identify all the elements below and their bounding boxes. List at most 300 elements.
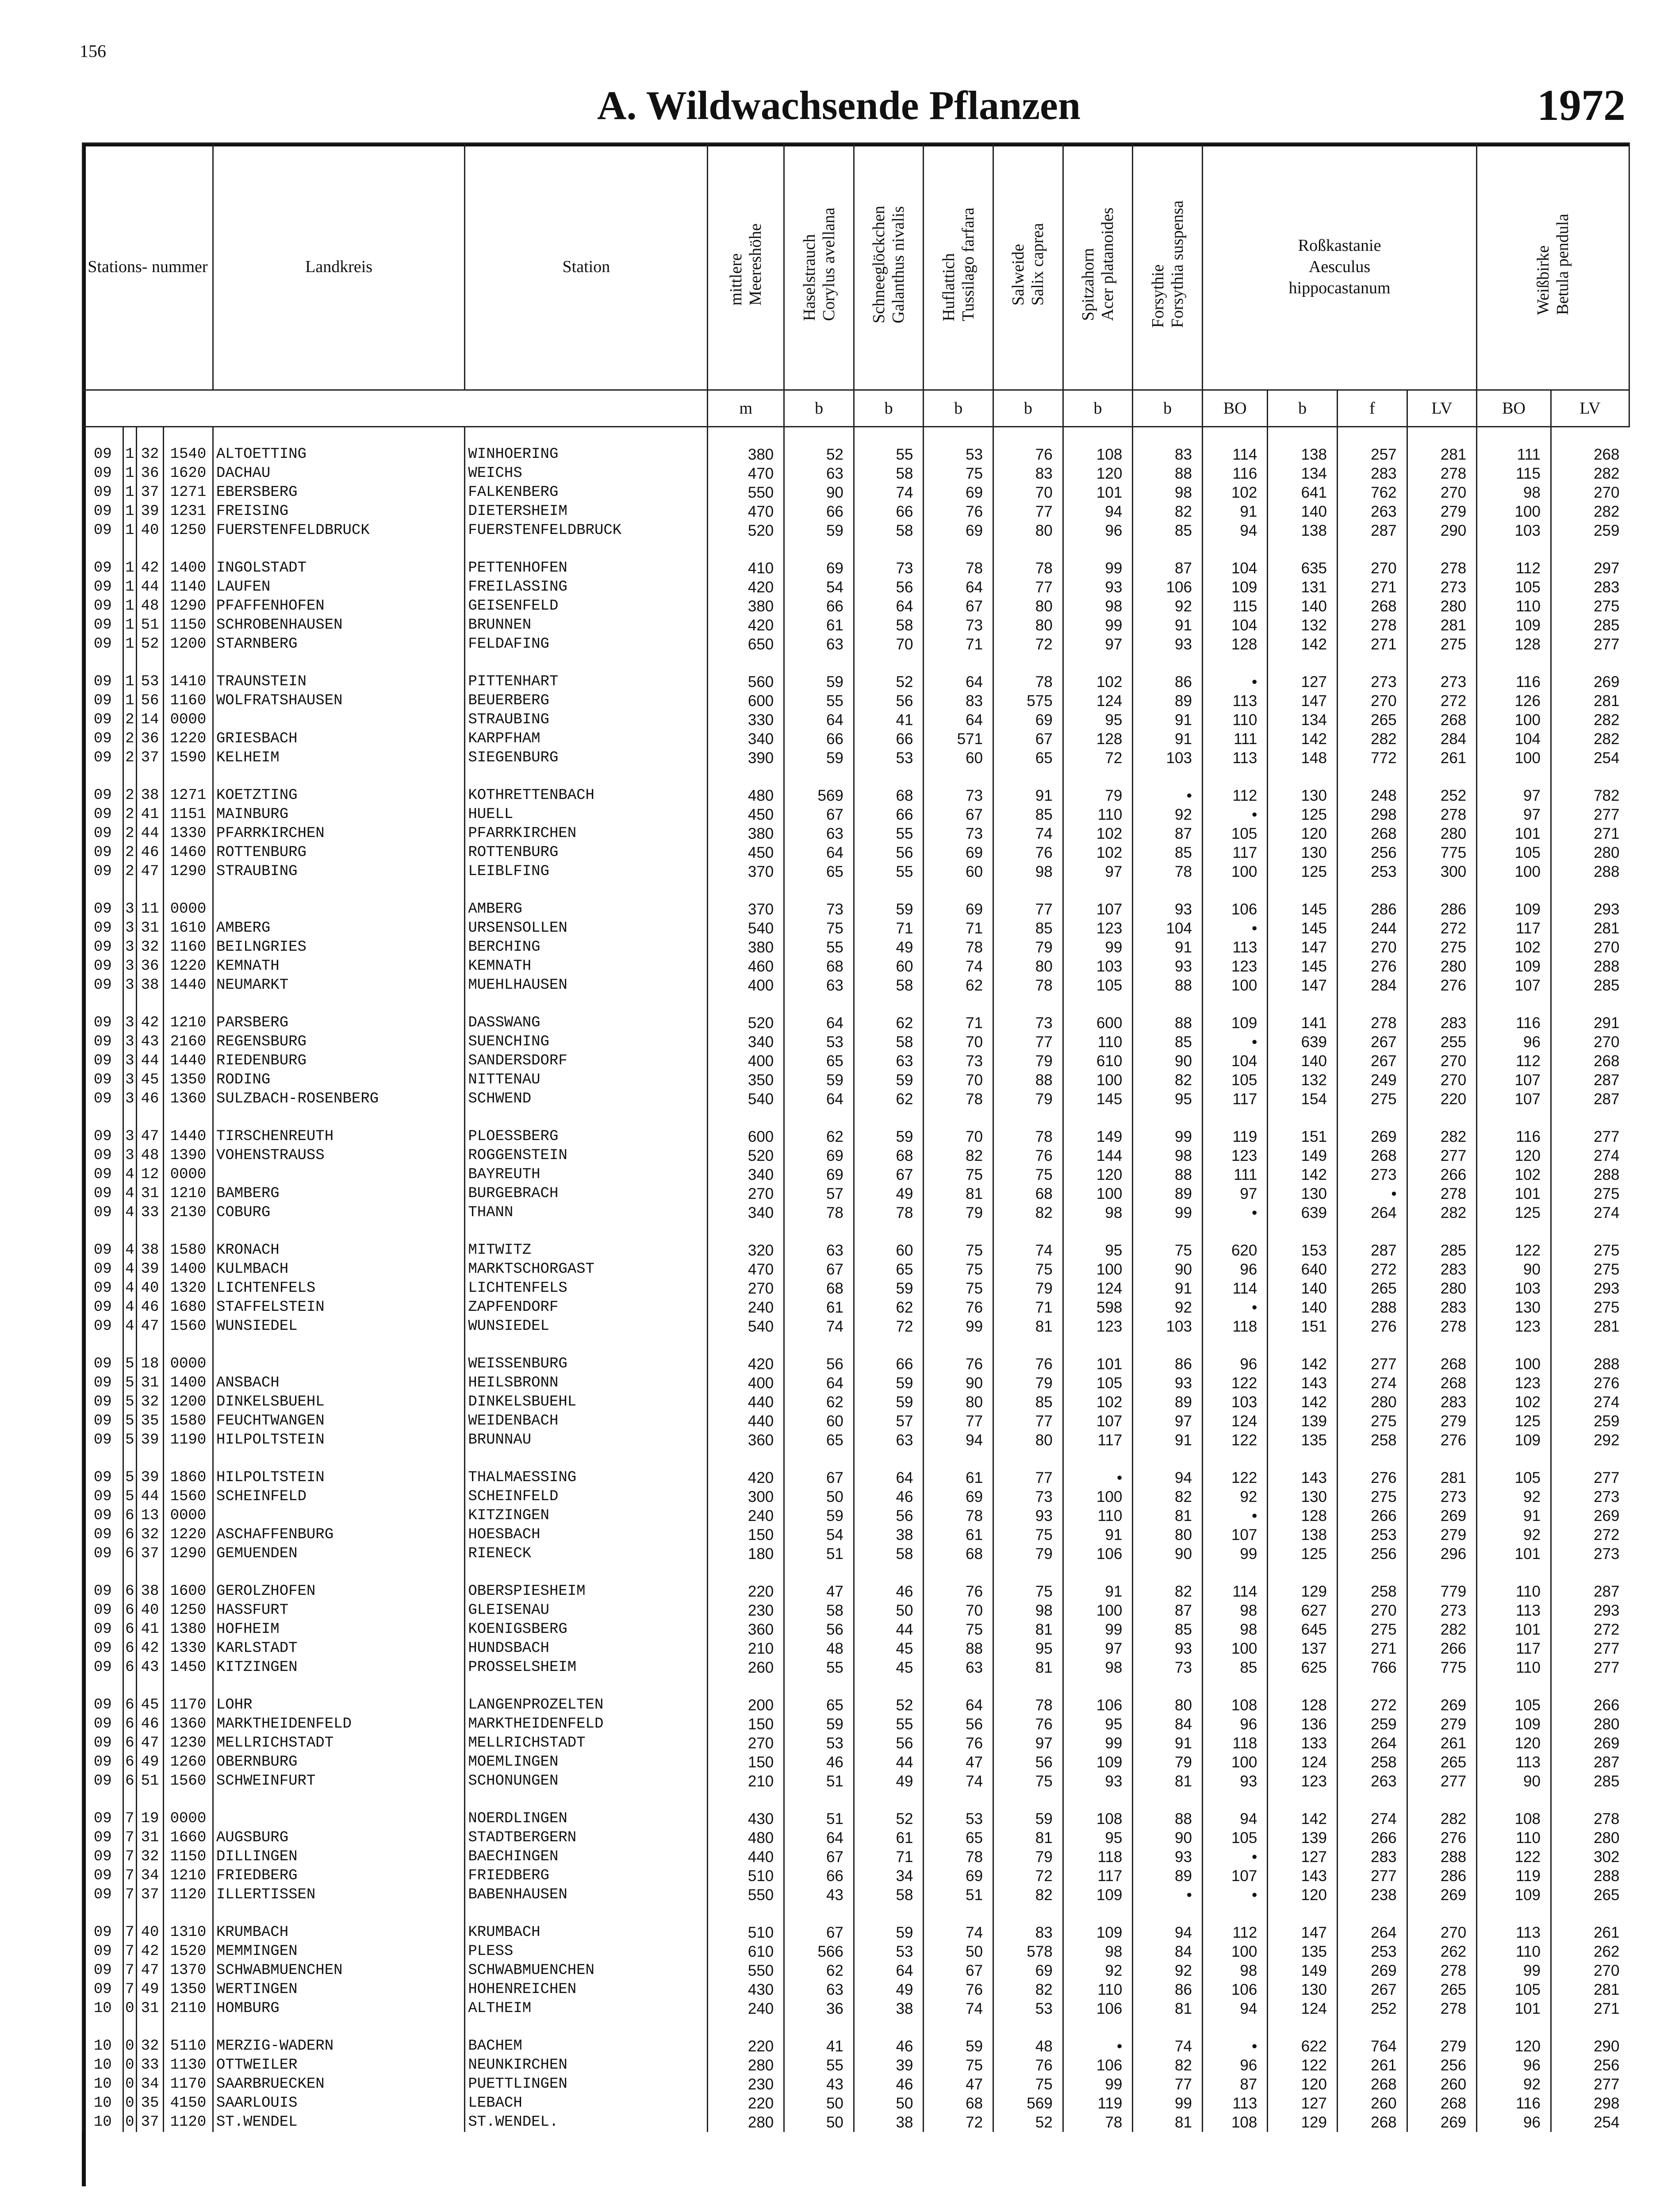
table-cell: 766	[1337, 1658, 1407, 1677]
table-cell: 140	[1268, 1279, 1338, 1298]
table-cell: 46	[137, 843, 164, 862]
table-cell: 54	[784, 578, 854, 597]
table-cell: 109	[1477, 1715, 1551, 1734]
table-cell: 1860	[164, 1468, 213, 1487]
table-cell: 252	[1407, 786, 1477, 805]
table-cell: 1120	[164, 1886, 213, 1905]
table-cell: 110	[1063, 805, 1133, 824]
table-cell: 70	[854, 635, 924, 654]
table-cell: 380	[708, 427, 784, 465]
table-cell: 123	[1063, 919, 1133, 938]
table-cell: 0	[123, 2094, 137, 2113]
table-cell: 102	[1063, 1393, 1133, 1412]
spacer-cell	[1551, 654, 1629, 672]
table-cell: 09	[83, 1544, 123, 1563]
table-cell: 277	[1407, 1772, 1477, 1791]
table-cell: 35	[137, 2094, 164, 2113]
table-cell: 09	[83, 730, 123, 749]
table-cell: BERCHING	[465, 938, 708, 957]
table-cell: 108	[1063, 1809, 1133, 1828]
table-cell: 46	[854, 1487, 924, 1506]
table-cell: 7	[123, 1809, 137, 1828]
table-cell: 1140	[164, 578, 213, 597]
table-row	[83, 1355, 1629, 1374]
table-cell: 277	[1337, 1355, 1407, 1374]
table-cell: 86	[1133, 672, 1203, 691]
table-cell: 58	[854, 521, 924, 540]
table-cell: •	[1202, 1033, 1267, 1052]
table-cell: MARKTHEIDENFELD	[465, 1715, 708, 1734]
table-cell: 569	[993, 2094, 1063, 2113]
table-cell: 109	[1477, 1431, 1551, 1450]
table-cell: 95	[1063, 1828, 1133, 1847]
table-cell: KITZINGEN	[465, 1506, 708, 1525]
table-cell: 67	[784, 805, 854, 824]
table-cell: RODING	[213, 1071, 464, 1090]
table-cell: 64	[854, 1961, 924, 1980]
table-cell: 44	[137, 1052, 164, 1071]
table-cell: 283	[1407, 1014, 1477, 1033]
table-cell: 1150	[164, 616, 213, 635]
table-cell: 56	[854, 691, 924, 710]
spacer-cell	[83, 1109, 123, 1127]
spacer-cell	[164, 1336, 213, 1355]
table-cell: 106	[1133, 578, 1203, 597]
table-cell: 248	[1337, 786, 1407, 805]
table-cell: 38	[137, 786, 164, 805]
table-cell: 78	[993, 672, 1063, 691]
table-cell: 56	[784, 1620, 854, 1639]
table-cell: 107	[1202, 1525, 1267, 1544]
spacer-cell	[1477, 995, 1551, 1014]
spacer-cell	[993, 881, 1063, 900]
spacer-cell	[993, 1222, 1063, 1241]
table-cell: 99	[1063, 938, 1133, 957]
table-cell: 210	[708, 1772, 784, 1791]
spacer-cell	[164, 881, 213, 900]
table-cell: 127	[1268, 672, 1338, 691]
table-cell: 296	[1407, 1544, 1477, 1563]
table-cell: 46	[784, 1753, 854, 1772]
table-cell: HUELL	[465, 805, 708, 824]
table-cell: 79	[993, 938, 1063, 957]
spacer-cell	[1407, 1563, 1477, 1582]
table-cell: 95	[1133, 1090, 1203, 1109]
table-cell: KITZINGEN	[213, 1658, 464, 1677]
table-cell: MERZIG-WADERN	[213, 2037, 464, 2056]
table-cell: 67	[854, 1165, 924, 1184]
table-cell: 1	[123, 616, 137, 635]
table-cell: 110	[1477, 1828, 1551, 1847]
table-cell: 269	[1407, 2113, 1477, 2132]
table-cell: RIENECK	[465, 1544, 708, 1563]
table-cell: 70	[924, 1127, 993, 1146]
table-row	[83, 1260, 1629, 1279]
table-cell: 75	[993, 1772, 1063, 1791]
spacer-cell	[1337, 1222, 1407, 1241]
table-cell: FEUCHTWANGEN	[213, 1412, 464, 1431]
table-cell: 1560	[164, 1317, 213, 1336]
table-cell: 134	[1268, 464, 1338, 483]
table-cell: 79	[993, 1279, 1063, 1298]
table-cell: 262	[1551, 1942, 1629, 1961]
table-row	[83, 710, 1629, 730]
spacer-cell	[708, 1677, 784, 1696]
table-cell: 81	[1133, 2113, 1203, 2132]
table-cell: ALTOETTING	[213, 427, 464, 465]
table-cell: 48	[137, 1146, 164, 1165]
table-cell: 09	[83, 749, 123, 768]
table-cell: 55	[784, 938, 854, 957]
spacer-cell	[1337, 1791, 1407, 1809]
table-cell: 127	[1268, 2094, 1338, 2113]
table-cell: 1440	[164, 1127, 213, 1146]
table-cell: 110	[1477, 1658, 1551, 1677]
table-cell: 120	[1268, 1886, 1338, 1905]
table-cell: 118	[1202, 1734, 1267, 1753]
table-cell: 46	[137, 1090, 164, 1109]
table-cell: 79	[993, 1374, 1063, 1393]
table-cell: 2	[123, 786, 137, 805]
table-cell: 140	[1268, 1298, 1338, 1317]
spacer-cell	[213, 768, 464, 786]
group-spacer	[83, 1905, 1629, 1923]
table-cell: 281	[1407, 616, 1477, 635]
table-cell: 100	[1477, 502, 1551, 521]
table-cell: 61	[784, 616, 854, 635]
table-cell: 275	[1337, 1090, 1407, 1109]
table-cell: 53	[137, 672, 164, 691]
table-cell: 31	[137, 1374, 164, 1393]
table-cell: 108	[1063, 427, 1133, 465]
table-cell: 65	[784, 1696, 854, 1715]
spacer-cell	[213, 1677, 464, 1696]
group-spacer	[83, 1222, 1629, 1241]
table-cell: 273	[1407, 1487, 1477, 1506]
table-cell: 81	[993, 1620, 1063, 1639]
table-cell: 275	[1337, 1487, 1407, 1506]
table-cell: 390	[708, 749, 784, 768]
header-salweide: Salweide Salix caprea	[993, 143, 1063, 390]
table-cell: SCHWABMUENCHEN	[465, 1961, 708, 1980]
table-cell: KEMNATH	[465, 957, 708, 976]
spacer-cell	[137, 1791, 164, 1809]
table-cell: ROTTENBURG	[465, 843, 708, 862]
table-row	[83, 427, 1629, 465]
spacer-cell	[1268, 654, 1338, 672]
table-row	[83, 502, 1629, 521]
header-landkreis: Landkreis	[213, 143, 464, 390]
table-cell: 09	[83, 464, 123, 483]
table-cell: 118	[1063, 1847, 1133, 1866]
table-cell: 39	[137, 1431, 164, 1450]
table-cell: 282	[1337, 730, 1407, 749]
table-cell: •	[1202, 1886, 1267, 1905]
table-cell: 45	[854, 1658, 924, 1677]
spacer-cell	[1551, 1450, 1629, 1468]
table-row	[83, 1772, 1629, 1791]
spacer-cell	[993, 1109, 1063, 1127]
table-cell: 330	[708, 710, 784, 730]
table-cell: ST.WENDEL	[213, 2113, 464, 2132]
table-cell: 11	[137, 900, 164, 919]
table-cell: 122	[1477, 1847, 1551, 1866]
table-cell: 4	[123, 1203, 137, 1222]
table-row	[83, 578, 1629, 597]
spacer-cell	[1268, 540, 1338, 559]
table-cell: 270	[1407, 1052, 1477, 1071]
table-cell: 1330	[164, 1639, 213, 1658]
spacer-cell	[164, 1563, 213, 1582]
table-cell: 104	[1477, 730, 1551, 749]
table-cell: 0	[123, 2113, 137, 2132]
table-cell: STRAUBING	[213, 862, 464, 881]
table-cell: 38	[137, 1582, 164, 1601]
table-cell: 3	[123, 1014, 137, 1033]
spacer-cell	[164, 1905, 213, 1923]
table-cell: 98	[1477, 483, 1551, 502]
table-cell: 273	[1337, 1165, 1407, 1184]
spacer-cell	[1133, 654, 1203, 672]
table-cell: 09	[83, 616, 123, 635]
table-cell: 270	[1407, 1071, 1477, 1090]
table-cell: 143	[1268, 1866, 1338, 1886]
table-cell: •	[1202, 1506, 1267, 1525]
spacer-cell	[854, 540, 924, 559]
table-cell: 99	[1063, 1734, 1133, 1753]
table-cell: 98	[993, 862, 1063, 881]
table-cell: 77	[993, 502, 1063, 521]
spacer-cell	[123, 1109, 137, 1127]
spacer-cell	[213, 540, 464, 559]
table-cell: 69	[924, 521, 993, 540]
table-cell: 104	[1202, 616, 1267, 635]
table-cell: 48	[993, 2037, 1063, 2056]
spacer-cell	[1407, 2018, 1477, 2037]
table-cell: 1440	[164, 1052, 213, 1071]
table-cell: SCHWABMUENCHEN	[213, 1961, 464, 1980]
table-cell: 282	[1551, 710, 1629, 730]
table-cell: BURGEBRACH	[465, 1184, 708, 1203]
table-cell: 09	[83, 1298, 123, 1317]
spacer-cell	[1268, 1563, 1338, 1582]
spacer-cell	[123, 1563, 137, 1582]
table-cell: 66	[784, 502, 854, 521]
spacer-cell	[1477, 1563, 1551, 1582]
spacer-cell	[1202, 768, 1267, 786]
table-row	[83, 900, 1629, 919]
table-cell: 270	[708, 1184, 784, 1203]
spacer-cell	[993, 1791, 1063, 1809]
table-cell: 76	[924, 1355, 993, 1374]
table-cell: DASSWANG	[465, 1014, 708, 1033]
table-cell: 59	[854, 1393, 924, 1412]
table-cell: 144	[1063, 1146, 1133, 1165]
spacer-cell	[123, 540, 137, 559]
table-row	[83, 1715, 1629, 1734]
table-cell: 81	[993, 1828, 1063, 1847]
spacer-cell	[164, 1677, 213, 1696]
table-cell: 287	[1337, 521, 1407, 540]
table-cell: 73	[924, 824, 993, 843]
spacer-cell	[784, 1677, 854, 1696]
table-cell: 290	[1551, 2037, 1629, 2056]
spacer-cell	[993, 540, 1063, 559]
table-cell: 90	[784, 483, 854, 502]
table-cell: 111	[1202, 1165, 1267, 1184]
table-cell: 3	[123, 976, 137, 995]
table-cell: 58	[854, 1886, 924, 1905]
spacer-cell	[924, 1563, 993, 1582]
table-cell: 116	[1477, 672, 1551, 691]
spacer-cell	[164, 1222, 213, 1241]
table-cell: 258	[1337, 1582, 1407, 1601]
spacer-cell	[164, 1791, 213, 1809]
table-cell: 268	[1337, 2113, 1407, 2132]
table-cell: DINKELSBUEHL	[465, 1393, 708, 1412]
table-cell: 09	[83, 1317, 123, 1336]
table-cell: 102	[1477, 1393, 1551, 1412]
table-cell: 274	[1337, 1809, 1407, 1828]
table-cell: 62	[784, 1393, 854, 1412]
table-cell: 280	[1407, 597, 1477, 616]
table-cell: 112	[1477, 559, 1551, 578]
table-cell: 99	[1063, 616, 1133, 635]
table-cell: 107	[1063, 900, 1133, 919]
table-cell: 99	[1202, 1544, 1267, 1563]
table-cell: 119	[1477, 1866, 1551, 1886]
table-cell: PUETTLINGEN	[465, 2075, 708, 2094]
table-cell: 627	[1268, 1601, 1338, 1620]
table-cell: 99	[1063, 1620, 1133, 1639]
spacer-cell	[137, 2018, 164, 2037]
table-cell: 77	[993, 1468, 1063, 1487]
table-cell: 59	[854, 1127, 924, 1146]
table-cell: 98	[1202, 1620, 1267, 1639]
table-cell: 35	[137, 1412, 164, 1431]
table-cell: 620	[1202, 1241, 1267, 1260]
table-cell: SANDERSDORF	[465, 1052, 708, 1071]
table-cell: 6	[123, 1506, 137, 1525]
table-cell: 1190	[164, 1431, 213, 1450]
spacer-cell	[1133, 1563, 1203, 1582]
spacer-cell	[1063, 654, 1133, 672]
spacer-cell	[1407, 768, 1477, 786]
table-cell: 120	[1268, 824, 1338, 843]
table-cell: 6	[123, 1525, 137, 1544]
table-cell: 278	[1407, 559, 1477, 578]
table-cell: 109	[1477, 957, 1551, 976]
table-cell: MOEMLINGEN	[465, 1753, 708, 1772]
spacer-cell	[1133, 1336, 1203, 1355]
spacer-cell	[1551, 1905, 1629, 1923]
table-cell: 94	[1133, 1923, 1203, 1942]
table-cell: 47	[784, 1582, 854, 1601]
table-cell: 320	[708, 1241, 784, 1260]
spacer-cell	[784, 1109, 854, 1127]
table-cell: 63	[784, 1241, 854, 1260]
table-cell: 31	[137, 919, 164, 938]
table-cell: 6	[123, 1582, 137, 1601]
table-cell: 105	[1477, 1468, 1551, 1487]
table-row	[83, 1601, 1629, 1620]
spacer-cell	[1063, 1791, 1133, 1809]
table-row	[83, 1317, 1629, 1336]
table-cell: 1560	[164, 1487, 213, 1506]
table-cell: MITWITZ	[465, 1241, 708, 1260]
spacer-cell	[1063, 1336, 1133, 1355]
table-cell: 4	[123, 1317, 137, 1336]
table-row	[83, 1506, 1629, 1525]
table-cell: 0	[123, 2037, 137, 2056]
group-spacer	[83, 1563, 1629, 1582]
table-cell: 273	[1407, 1601, 1477, 1620]
table-cell: 123	[1477, 1374, 1551, 1393]
table-cell: 71	[924, 919, 993, 938]
table-cell: 80	[1133, 1696, 1203, 1715]
table-cell: 2	[123, 749, 137, 768]
spacer-cell	[784, 540, 854, 559]
table-cell: 650	[708, 635, 784, 654]
table-cell: 133	[1268, 1734, 1338, 1753]
table-cell: 75	[924, 1260, 993, 1279]
table-cell: 116	[1202, 464, 1267, 483]
table-cell: 569	[784, 786, 854, 805]
table-cell: 69	[924, 900, 993, 919]
table-cell: 380	[708, 938, 784, 957]
table-cell: 130	[1477, 1298, 1551, 1317]
table-cell: 1220	[164, 730, 213, 749]
group-spacer	[83, 1336, 1629, 1355]
table-cell: 88	[993, 1071, 1063, 1090]
table-cell: 1540	[164, 427, 213, 465]
spacer-cell	[854, 1450, 924, 1468]
table-cell: LAUFEN	[213, 578, 464, 597]
table-cell: 260	[708, 1658, 784, 1677]
table-cell: 147	[1268, 938, 1338, 957]
table-cell: 280	[1337, 1393, 1407, 1412]
table-cell: 52	[137, 635, 164, 654]
header-forsythie: Forsythie Forsythia suspensa	[1133, 143, 1203, 390]
table-cell: 91	[1063, 1525, 1133, 1544]
table-cell: BEILNGRIES	[213, 938, 464, 957]
spacer-cell	[854, 1109, 924, 1127]
spacer-cell	[1477, 1791, 1551, 1809]
table-cell: OBERNBURG	[213, 1753, 464, 1772]
table-cell: LICHTENFELS	[465, 1279, 708, 1298]
table-cell: 1170	[164, 2075, 213, 2094]
table-cell: 78	[924, 559, 993, 578]
table-cell: 59	[784, 521, 854, 540]
spacer-cell	[213, 1109, 464, 1127]
table-cell: 76	[924, 1298, 993, 1317]
group-spacer	[83, 881, 1629, 900]
table-cell: 267	[1337, 1033, 1407, 1052]
table-cell: 10	[83, 2094, 123, 2113]
spacer-cell	[708, 995, 784, 1014]
table-cell: 1400	[164, 1374, 213, 1393]
table-cell: 278	[1407, 1317, 1477, 1336]
spacer-cell	[137, 1109, 164, 1127]
table-cell: 105	[1477, 1980, 1551, 1999]
table-cell: 100	[1477, 1355, 1551, 1374]
table-cell: 124	[1268, 1999, 1338, 2018]
table-cell: STARNBERG	[213, 635, 464, 654]
table-cell: 68	[993, 1184, 1063, 1203]
table-cell: 74	[993, 824, 1063, 843]
unit-cell: BO	[1202, 390, 1267, 427]
spacer-cell	[924, 540, 993, 559]
